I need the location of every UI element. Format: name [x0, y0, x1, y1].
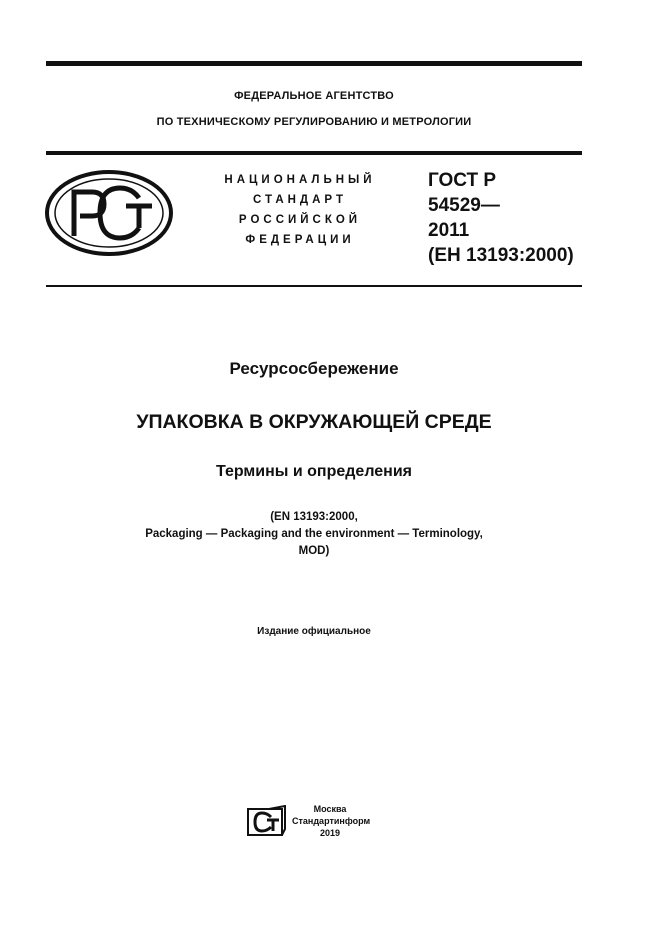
- national-line: ФЕДЕРАЦИИ: [245, 234, 355, 246]
- standartinform-logo-icon: [247, 805, 287, 837]
- national-line: НАЦИОНАЛЬНЫЙ: [224, 174, 376, 186]
- reference-line: Packaging — Packaging and the environment — Terminology,: [145, 528, 483, 540]
- publisher-city: Москва: [313, 804, 347, 814]
- gost-line: ГОСТ Р: [428, 170, 497, 191]
- document-part-title: Термины и определения: [215, 463, 412, 480]
- gost-line: 2011: [428, 220, 470, 241]
- edition-label: Издание официальное: [257, 626, 371, 637]
- gost-designation: [428, 168, 574, 268]
- rst-emblem-icon: [44, 170, 174, 256]
- bottom-rule: [46, 285, 582, 287]
- national-line: СТАНДАРТ: [253, 194, 347, 206]
- reference-standard: [46, 509, 582, 560]
- publisher-name: Стандартинформ: [292, 816, 371, 826]
- publisher-info: [292, 803, 371, 839]
- publisher-year: 2019: [319, 828, 341, 838]
- gost-line: 54529—: [428, 195, 500, 216]
- top-rule: [46, 61, 582, 66]
- national-standard-label: [200, 170, 400, 250]
- document-title: Ресурсосбережение: [229, 359, 399, 378]
- national-line: РОССИЙСКОЙ: [238, 214, 362, 226]
- agency-line-2: ПО ТЕХНИЧЕСКОМУ РЕГУЛИРОВАНИЮ И МЕТРОЛОГИИ: [156, 116, 472, 128]
- gost-line: (ЕН 13193:2000): [428, 245, 574, 266]
- agency-line-1: ФЕДЕРАЛЬНОЕ АГЕНТСТВО: [234, 90, 394, 102]
- reference-line: MOD): [298, 545, 330, 557]
- middle-rule: [46, 151, 582, 155]
- reference-line: (EN 13193:2000,: [270, 511, 358, 523]
- document-subtitle: УПАКОВКА В ОКРУЖАЮЩЕЙ СРЕДЕ: [136, 411, 492, 433]
